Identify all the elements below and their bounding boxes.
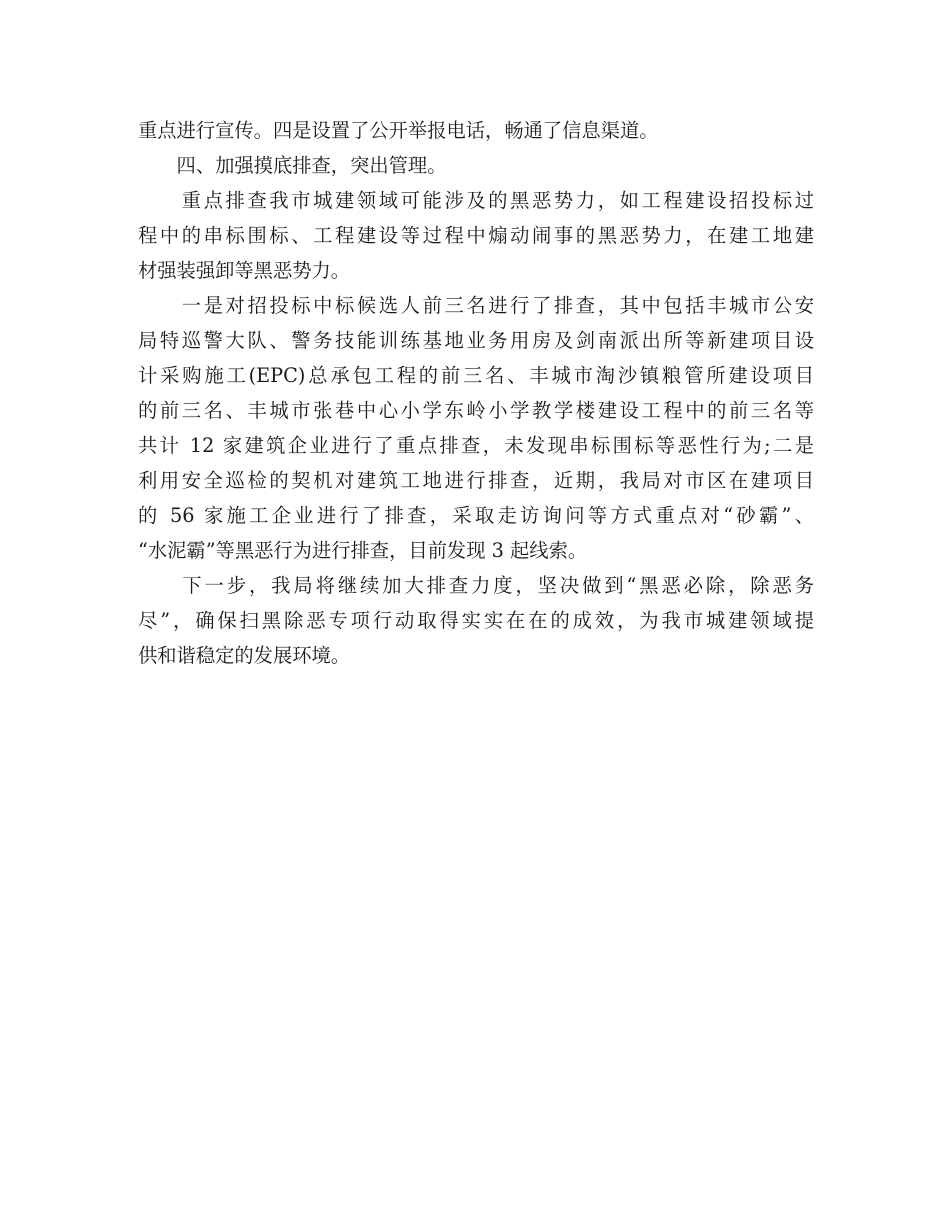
text-line: 下一步，我局将继续加大排查力度，坚决做到“黑恶必除，除恶务: [138, 574, 814, 597]
text-line: 利用安全巡检的契机对建筑工地进行排查，近期，我局对市区在建项目: [138, 469, 814, 492]
text-line: 一是对招投标中标候选人前三名进行了排查，其中包括丰城市公安: [138, 294, 814, 317]
text-line: “水泥霸”等黑恶行为进行排查，目前发现 3 起线索。: [138, 539, 588, 562]
text-line: 重点进行宣传。四是设置了公开举报电话，畅通了信息渠道。: [138, 119, 659, 142]
text-line: 计采购施工(EPC)总承包工程的前三名、丰城市淘沙镇粮管所建设项目: [138, 364, 814, 387]
text-line: 尽”，确保扫黑除恶专项行动取得实实在在的成效，为我市城建领域提: [138, 609, 814, 632]
text-line: 共计 12 家建筑企业进行了重点排查，未发现串标围标等恶性行为;二是: [138, 434, 814, 457]
paragraph: [138, 148, 814, 183]
text-line: 供和谐稳定的发展环境。: [138, 644, 351, 667]
text-line: 重点排查我市城建领域可能涉及的黑恶势力，如工程建设招投标过: [138, 189, 814, 212]
paragraph: [138, 568, 814, 673]
text-line: 的前三名、丰城市张巷中心小学东岭小学教学楼建设工程中的前三名等: [138, 399, 814, 422]
paragraph: [138, 183, 814, 288]
paragraph: [138, 288, 814, 568]
text-line: 四、加强摸底排查，突出管理。: [138, 154, 447, 177]
paragraph: [138, 113, 814, 148]
document-body: [138, 113, 814, 673]
text-line: 程中的串标围标、工程建设等过程中煽动闹事的黑恶势力，在建工地建: [138, 224, 814, 247]
text-line: 材强装强卸等黑恶势力。: [138, 259, 351, 282]
text-line: 局特巡警大队、警务技能训练基地业务用房及剑南派出所等新建项目设: [138, 329, 814, 352]
text-line: 的 56 家施工企业进行了排查，采取走访询问等方式重点对“砂霸”、: [138, 504, 814, 527]
